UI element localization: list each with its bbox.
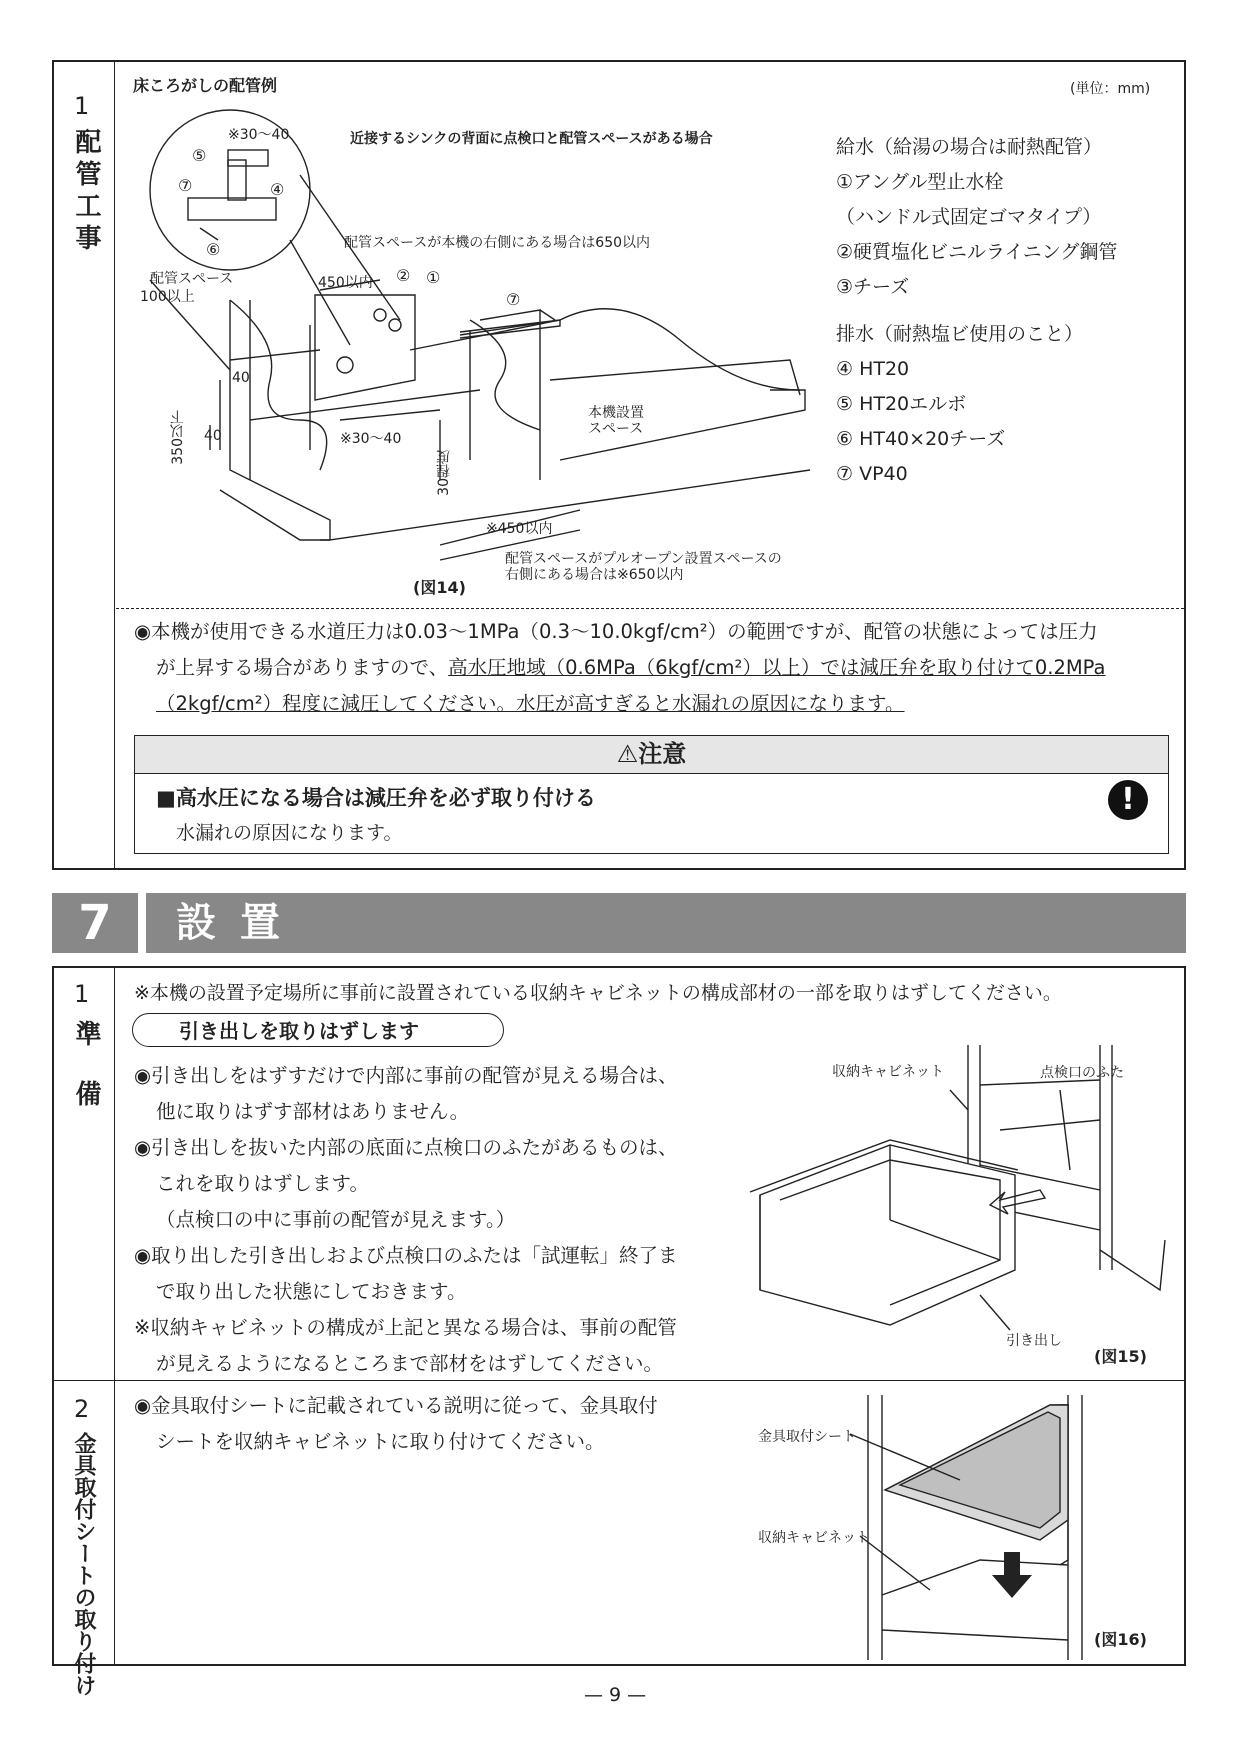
- fig14-num2: ②: [396, 266, 411, 285]
- piping-step-number: 1: [74, 92, 90, 120]
- fig14-label-30: 30程度: [436, 450, 452, 496]
- pressure-note-line3: （2kgf/cm²）程度に減圧してください。水圧が高すぎると水漏れの原因になります。: [156, 692, 905, 715]
- remove-drawer-label: 引き出しを取りはずします: [132, 1013, 504, 1047]
- fig14-label-450b: ※450以内: [486, 521, 553, 537]
- page-number: — 9 —: [584, 1684, 647, 1706]
- fig14-pullout-note1: 配管スペースがプルオープン設置スペースの: [505, 551, 782, 567]
- pressure-note-2b: 高水圧地域（0.6MPa（6kgf/cm²）以上）では減圧弁を取り付けて0.2MPa: [448, 656, 1106, 679]
- fig14-label-install2: スペース: [588, 421, 644, 437]
- fig14-label-40b: 40: [204, 428, 222, 444]
- prep-step-title: 準備: [71, 1020, 101, 1140]
- fig16-number: (図16): [1094, 1630, 1147, 1649]
- fig14-label-40a: 40: [232, 370, 250, 386]
- fig14-num5: ⑤: [192, 146, 207, 165]
- section-title: 設置: [146, 893, 1186, 953]
- fig15-drawer-label: 引き出し: [1006, 1333, 1062, 1349]
- fig15-cabinet-label: 収納キャビネット: [832, 1064, 944, 1080]
- prep-step-number: 1: [74, 980, 90, 1008]
- legend-item: 給水（給湯の場合は耐熱配管）: [836, 136, 1103, 158]
- fig16-sheet-label: 金具取付シート: [758, 1429, 856, 1445]
- fig14-label-install: 本機設置: [588, 405, 644, 421]
- fig14-label-space-right: 配管スペースが本機の右側にある場合は650以内: [344, 235, 651, 251]
- prep-line: が見えるようになるところまで部材をはずしてください。: [156, 1352, 664, 1375]
- piping-heading: 床ころがしの配管例: [133, 76, 278, 95]
- prep-line: で取り出した状態にしておきます。: [156, 1280, 467, 1303]
- section-number: 7: [52, 893, 138, 953]
- pressure-note-line1: ◉本機が使用できる水道圧力は0.03〜1MPa（0.3〜10.0kgf/cm²）の範囲ですが、配管の状態によっては圧力: [134, 620, 1098, 643]
- prep-line: ◉取り出した引き出しおよび点検口のふたは「試運転」終了ま: [134, 1244, 678, 1267]
- pressure-note-2a: が上昇する場合がありますので、: [156, 656, 449, 679]
- legend-item: ④ HT20: [836, 358, 910, 380]
- fig14-num6: ⑥: [206, 240, 221, 259]
- fig14-caption: 近接するシンクの背面に点検口と配管スペースがある場合: [350, 131, 713, 147]
- legend-item: ⑦ VP40: [836, 463, 908, 485]
- caution-header: ⚠注意: [135, 736, 1168, 774]
- sheet-step-title: 金具取付シートの取り付け: [71, 1432, 96, 1696]
- prep-line: ◉引き出しを抜いた内部の底面に点検口のふたがあるものは、: [134, 1136, 678, 1159]
- fig14-label-100: 100以上: [140, 289, 195, 305]
- legend-item: ⑥ HT40×20チーズ: [836, 428, 1006, 450]
- fig14-number: (図14): [413, 578, 466, 597]
- fig14-num1: ①: [426, 268, 441, 287]
- piping-step-title: 配管工事: [71, 128, 101, 256]
- prep-line: （点検口の中に事前の配管が見えます。）: [156, 1208, 516, 1231]
- prep-line: これを取りはずします。: [156, 1172, 369, 1195]
- caution-body: 水漏れの原因になります。: [176, 822, 403, 844]
- fig14-label-350: 350以下: [170, 410, 186, 465]
- sheet-line: シートを収納キャビネットに取り付けてください。: [156, 1430, 605, 1453]
- fig14-label-pipe-space: 配管スペース: [150, 271, 234, 287]
- fig14-pullout-note2: 右側にある場合は※650以内: [505, 567, 684, 583]
- fig14-num4: ④: [270, 180, 285, 199]
- fig16-cabinet-label: 収納キャビネット: [758, 1530, 870, 1546]
- legend-item: ③チーズ: [836, 276, 910, 298]
- fig14-label-30-40: ※30〜40: [340, 431, 402, 447]
- prep-intro: ※本機の設置予定場所に事前に設置されている収納キャビネットの構成部材の一部を取りはずしてください。: [134, 982, 1062, 1004]
- legend-item: ⑤ HT20エルボ: [836, 393, 967, 415]
- unit-label: (単位：mm): [1070, 81, 1151, 97]
- prep-line: ◉引き出しをはずすだけで内部に事前の配管が見える場合は、: [134, 1064, 678, 1087]
- sheet-step-number: 2: [74, 1395, 90, 1423]
- fig14-num7a: ⑦: [178, 176, 193, 195]
- fig14-label-30-40-top: ※30〜40: [228, 127, 290, 143]
- legend-item: 排水（耐熱塩ビ使用のこと）: [836, 323, 1084, 345]
- fig14-label-450: 450以内: [318, 275, 373, 291]
- sheet-line: ◉金具取付シートに記載されている説明に従って、金具取付: [134, 1394, 658, 1417]
- fig15-number: (図15): [1094, 1347, 1147, 1366]
- fig14-num7b: ⑦: [506, 290, 521, 309]
- prep-line: ※収納キャビネットの構成が上記と異なる場合は、事前の配管: [134, 1316, 677, 1339]
- fig15-lid-label: 点検口のふた: [1040, 1065, 1124, 1081]
- prep-line: 他に取りはずす部材はありません。: [156, 1100, 470, 1123]
- exclamation-mark: !: [1121, 782, 1135, 817]
- legend-item: ②硬質塩化ビニルライニング鋼管: [836, 241, 1118, 263]
- legend-item: ①アングル型止水栓: [836, 171, 1004, 193]
- legend-item: （ハンドル式固定ゴマタイプ）: [836, 206, 1102, 228]
- caution-title: ■高水圧になる場合は減圧弁を必ず取り付ける: [156, 786, 596, 810]
